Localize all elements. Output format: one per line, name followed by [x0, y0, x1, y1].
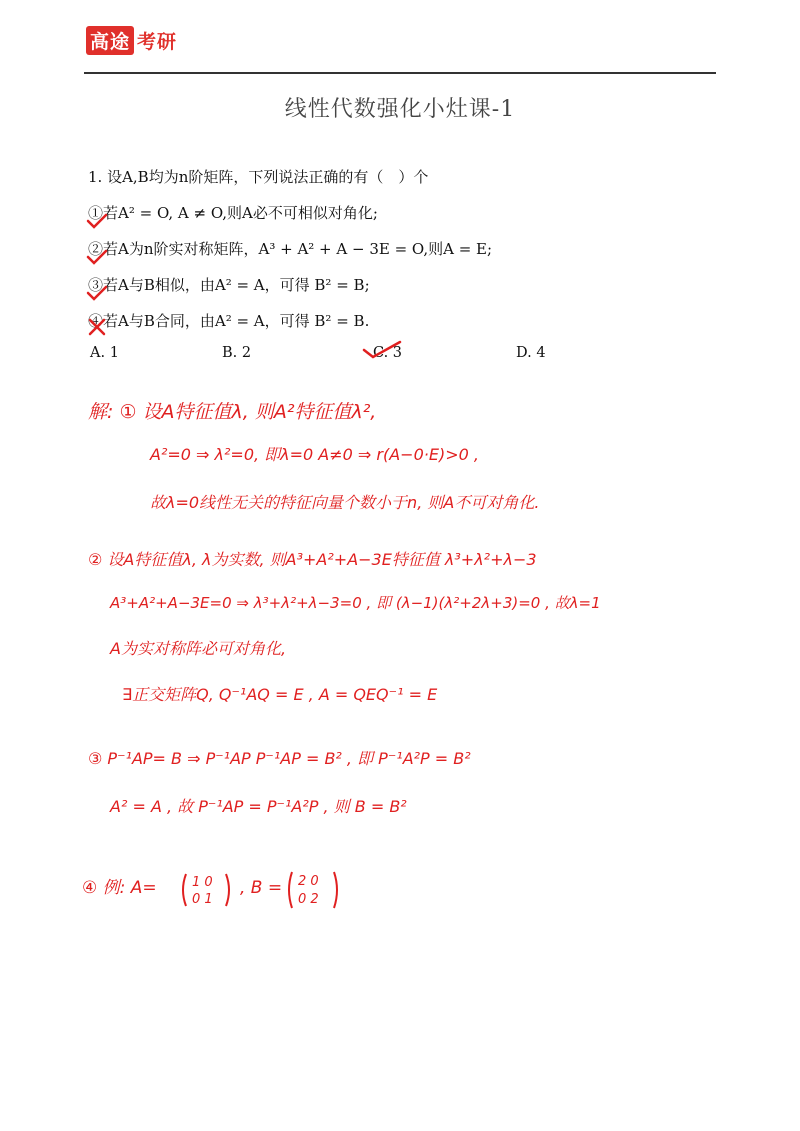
bracket-left-icon — [289, 872, 292, 908]
option-d: D. 4 — [516, 345, 546, 361]
hw-line-6: A为实对称阵必可对角化, — [110, 639, 287, 658]
statement-3: ③若A与B相似，由A² = A，可得 B² = B; — [88, 276, 370, 294]
hw-line-10-prefix: ④ 例: A= — [82, 878, 157, 898]
hw-line-7: ∃正交矩阵Q, Q⁻¹AQ = E , A = QEQ⁻¹ = E — [122, 685, 438, 704]
logo-box: 高途 — [86, 26, 134, 55]
option-c: C. 3 — [373, 345, 403, 361]
bracket-right-icon — [226, 874, 229, 906]
hw-line-10-mid: , B = — [240, 878, 283, 898]
hw-line-5: A³+A²+A−3E=0 ⇒ λ³+λ²+λ−3=0 , 即 (λ−1)(λ²+2λ+3)=0 , 故λ=1 — [110, 594, 601, 612]
statement-4: ④若A与B合同，由A² = A，可得 B² = B. — [88, 312, 370, 330]
statement-1: ①若A² = O, A ≠ O,则A必不可相似对角化; — [88, 204, 378, 222]
page-title: 线性代数强化小灶课-1 — [284, 97, 516, 122]
hw-line-8: ③ P⁻¹AP= B ⇒ P⁻¹AP P⁻¹AP = B² , 即 P⁻¹A²P = B² — [88, 749, 471, 768]
hw-line-3: 故λ=0线性无关的特征向量个数小于n, 则A不可对角化. — [150, 493, 540, 512]
hw-line-1: 解: ① 设A特征值λ, 则A²特征值λ², — [88, 401, 377, 423]
bracket-left-icon — [183, 874, 186, 906]
statement-2: ②若A为n阶实对称矩阵，A³ + A² + A − 3E = O,则A = E; — [88, 240, 493, 258]
option-b: B. 2 — [222, 345, 252, 361]
logo-text: 考研 — [137, 30, 178, 53]
matrix-b-row-2: 0 2 — [298, 892, 319, 907]
hw-line-4: ② 设A特征值λ, λ为实数, 则A³+A²+A−3E特征值 λ³+λ²+λ−3 — [88, 550, 537, 569]
option-a: A. 1 — [90, 345, 119, 361]
matrix-a-row-2: 0 1 — [192, 892, 213, 907]
question-stem: 1. 设A,B均为n阶矩阵，下列说法正确的有（ ）个 — [88, 168, 429, 186]
matrix-b-row-1: 2 0 — [298, 874, 319, 889]
matrix-a-row-1: 1 0 — [192, 875, 213, 890]
hw-line-9: A² = A , 故 P⁻¹AP = P⁻¹A²P , 则 B = B² — [110, 797, 407, 816]
bracket-right-icon — [334, 872, 337, 908]
hw-line-2: A²=0 ⇒ λ²=0, 即λ=0 A≠0 ⇒ r(A−0·E)>0 , — [150, 445, 479, 464]
